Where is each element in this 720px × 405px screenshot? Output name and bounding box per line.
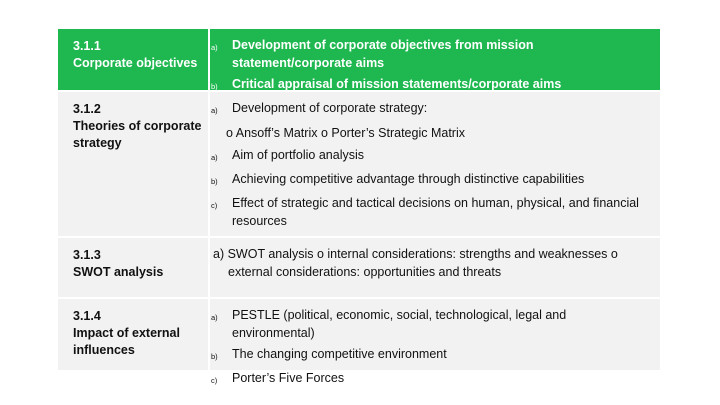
row-code: 3.1.4 [73, 309, 101, 323]
list-item-text: PESTLE (political, economic, social, technological, legal and environmental) [232, 308, 567, 340]
row-title: Theories of corporate strategy [73, 119, 202, 150]
list-item [210, 170, 648, 191]
row-content [208, 29, 660, 90]
row-content [208, 299, 660, 385]
list-item-text: Critical appraisal of mission statements/corporate aims [232, 77, 562, 91]
list-marker: c) [211, 201, 218, 210]
sub-line: o Ansoff’s Matrix o Porter’s Strategic Matrix [226, 126, 465, 140]
swot-text [210, 245, 648, 281]
list-marker: b) [211, 82, 218, 91]
table-row-3-1-4 [58, 297, 660, 385]
list-item-text: Effect of strategic and tactical decisions on human, physical, and financial resources [232, 196, 639, 228]
list-marker: a) [211, 106, 218, 115]
list-marker: b) [211, 177, 218, 186]
list-item [210, 146, 648, 167]
row-content [208, 92, 660, 236]
list-item [210, 306, 648, 342]
list-item-text: Aim of portfolio analysis [232, 148, 365, 162]
row-heading [58, 299, 208, 370]
table-row-3-1-3 [58, 236, 660, 297]
list-marker: c) [211, 376, 218, 385]
row-title: Impact of external influences [73, 326, 180, 357]
row-code: 3.1.1 [73, 39, 101, 53]
list-item-text: Porter’s Five Forces [232, 371, 345, 385]
list-marker: a) [211, 43, 218, 52]
list-item [210, 36, 648, 72]
table-row-3-1-2 [58, 90, 660, 236]
row-code: 3.1.2 [73, 102, 101, 116]
row-heading [58, 92, 208, 236]
list-item-text: Development of corporate objectives from mission statement/corporate aims [232, 38, 534, 70]
list-item [210, 194, 648, 230]
row-heading [58, 238, 208, 297]
list-item-text: Development of corporate strategy: [232, 101, 428, 115]
row-code: 3.1.3 [73, 248, 101, 262]
row-content [208, 238, 660, 297]
list-item [210, 369, 648, 390]
list-marker: a) [211, 153, 218, 162]
swot-line-2: external considerations: opportunities and threats [228, 265, 502, 279]
list-marker: a) [211, 313, 218, 322]
list-marker: b) [211, 352, 218, 361]
curriculum-table [58, 29, 660, 385]
list-item-text: The changing competitive environment [232, 347, 447, 361]
table-row-3-1-1 [58, 29, 660, 90]
row-title: Corporate objectives [73, 56, 198, 70]
list-item [210, 345, 648, 366]
row-title: SWOT analysis [73, 265, 164, 279]
list-item-text: Achieving competitive advantage through distinctive capabilities [232, 172, 585, 186]
list-item [210, 99, 648, 120]
swot-line-1: a) SWOT analysis o internal considerations: strengths and weaknesses o [213, 247, 618, 261]
row-heading [58, 29, 208, 90]
